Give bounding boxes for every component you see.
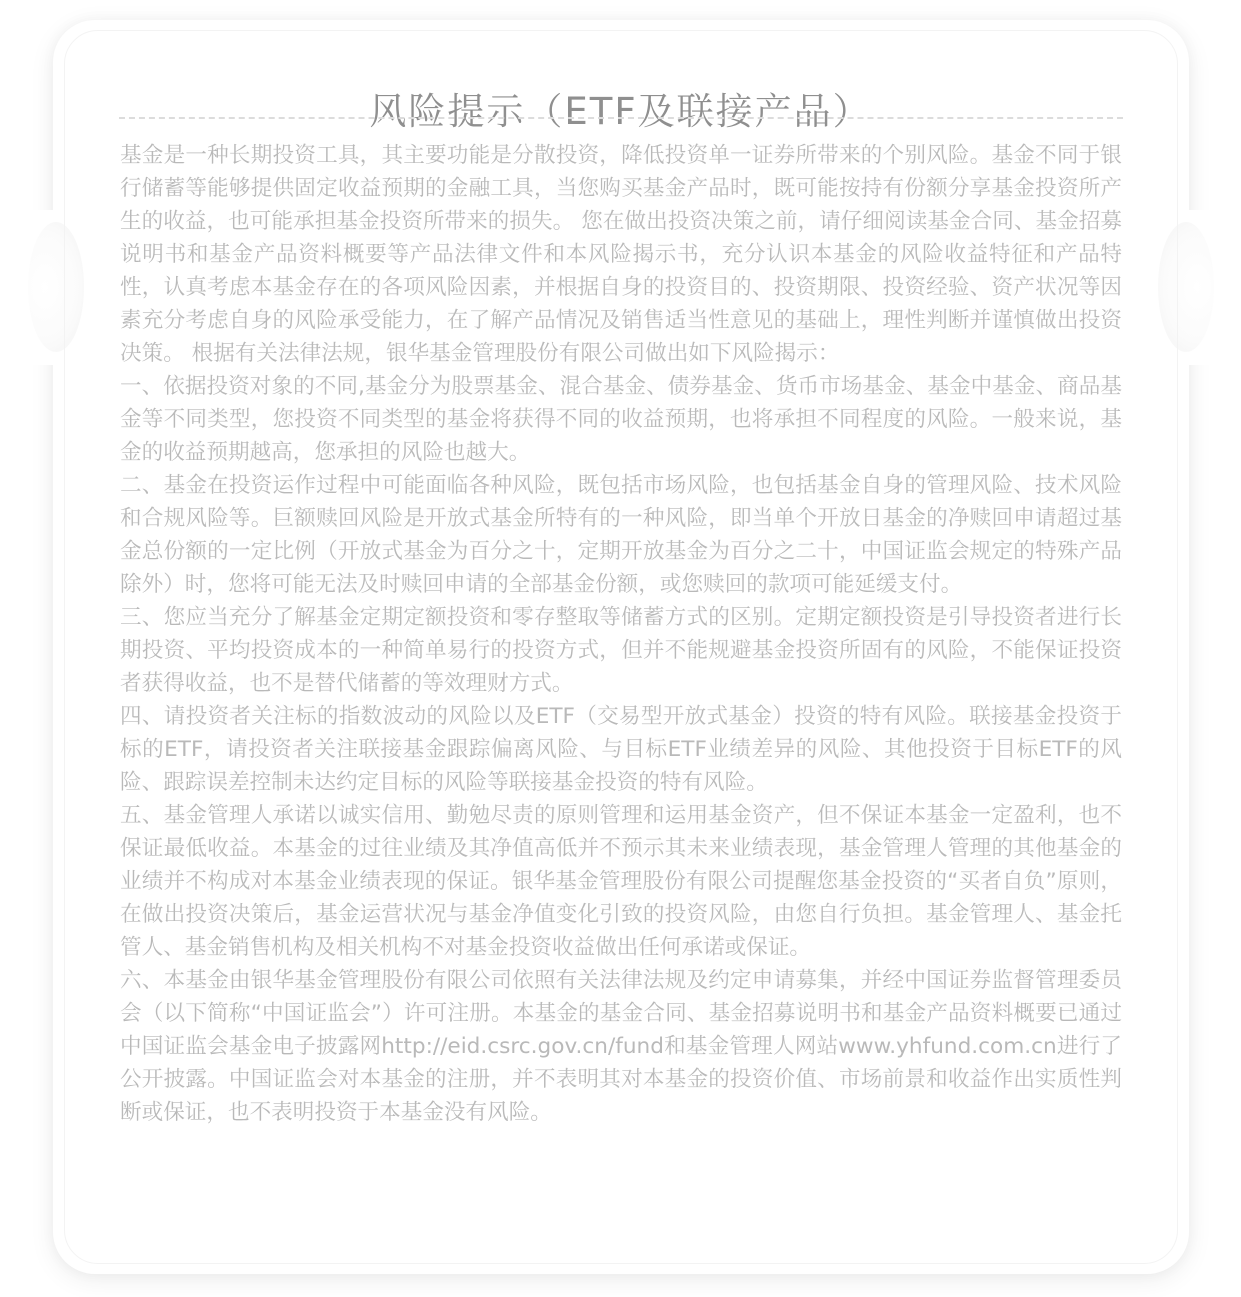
title-divider	[119, 117, 1123, 119]
intro-paragraph: 基金是一种长期投资工具，其主要功能是分散投资，降低投资单一证券所带来的个别风险。基金不同于银行储蓄等能够提供固定收益预期的金融工具，当您购买基金产品时，既可能按持有份额分享基金投资所产生的收益，也可能承担基金投资所带来的损失。 您在做出投资决策之前，请仔细阅读基金合同、基金招募说明书和基金产品资料概要等产品法律文件和本风险揭示书，充分认识本基金的风险收益特征和产品特性，认真考虑本基金存在的各项风险因素，并根据自身的投资目的、投资期限、投资经验、资产状况等因素充分考虑自身的风险承受能力，在了解产品情况及销售适当性意见的基础上，理性判断并谨慎做出投资决策。 根据有关法律法规，银华基金管理股份有限公司做出如下风险揭示：	[120, 143, 1122, 366]
disclosure-body	[120, 139, 1122, 1129]
risk-item-2: 二、基金在投资运作过程中可能面临各种风险，既包括市场风险，也包括基金自身的管理风险、技术风险和合规风险等。巨额赎回风险是开放式基金所特有的一种风险，即当单个开放日基金的净赎回申请超过基金总份额的一定比例（开放式基金为百分之十，定期开放基金为百分之二十，中国证监会规定的特殊产品除外）时，您将可能无法及时赎回申请的全部基金份额，或您赎回的款项可能延缓支付。	[120, 473, 1122, 597]
risk-item-6: 六、本基金由银华基金管理股份有限公司依照有关法律法规及约定申请募集，并经中国证券监督管理委员会（以下简称“中国证监会”）许可注册。本基金的基金合同、基金招募说明书和基金产品资料概要已通过中国证监会基金电子披露网http://eid.csrc.gov.cn/fund和基金管理人网站www.yhfund.com.cn进行了公开披露。中国证监会对本基金的注册，并不表明其对本基金的投资价值、市场前景和收益作出实质性判断或保证，也不表明投资于本基金没有风险。	[120, 968, 1122, 1125]
ticket-notch-right	[1158, 222, 1214, 352]
risk-item-4: 四、请投资者关注标的指数波动的风险以及ETF（交易型开放式基金）投资的特有风险。联接基金投资于标的ETF，请投资者关注联接基金跟踪偏离风险、与目标ETF业绩差异的风险、其他投资于目标ETF的风险、跟踪误差控制未达约定目标的风险等联接基金投资的特有风险。	[120, 704, 1122, 795]
page-title: 风险提示（ETF及联接产品）	[369, 89, 872, 133]
risk-item-1: 一、依据投资对象的不同,基金分为股票基金、混合基金、债券基金、货币市场基金、基金中基金、商品基金等不同类型，您投资不同类型的基金将获得不同的收益预期，也将承担不同程度的风险。一般来说，基金的收益预期越高，您承担的风险也越大。	[120, 374, 1122, 465]
risk-item-3: 三、您应当充分了解基金定期定额投资和零存整取等储蓄方式的区别。定期定额投资是引导投资者进行长期投资、平均投资成本的一种简单易行的投资方式，但并不能规避基金投资所固有的风险，不能保证投资者获得收益，也不是替代储蓄的等效理财方式。	[120, 605, 1122, 696]
ticket-notch-left	[28, 222, 84, 352]
risk-item-5: 五、基金管理人承诺以诚实信用、勤勉尽责的原则管理和运用基金资产，但不保证本基金一定盈利，也不保证最低收益。本基金的过往业绩及其净值高低并不预示其未来业绩表现，基金管理人管理的其他基金的业绩并不构成对本基金业绩表现的保证。银华基金管理股份有限公司提醒您基金投资的“买者自负”原则，在做出投资决策后，基金运营状况与基金净值变化引致的投资风险，由您自行负担。基金管理人、基金托管人、基金销售机构及相关机构不对基金投资收益做出任何承诺或保证。	[120, 803, 1122, 960]
